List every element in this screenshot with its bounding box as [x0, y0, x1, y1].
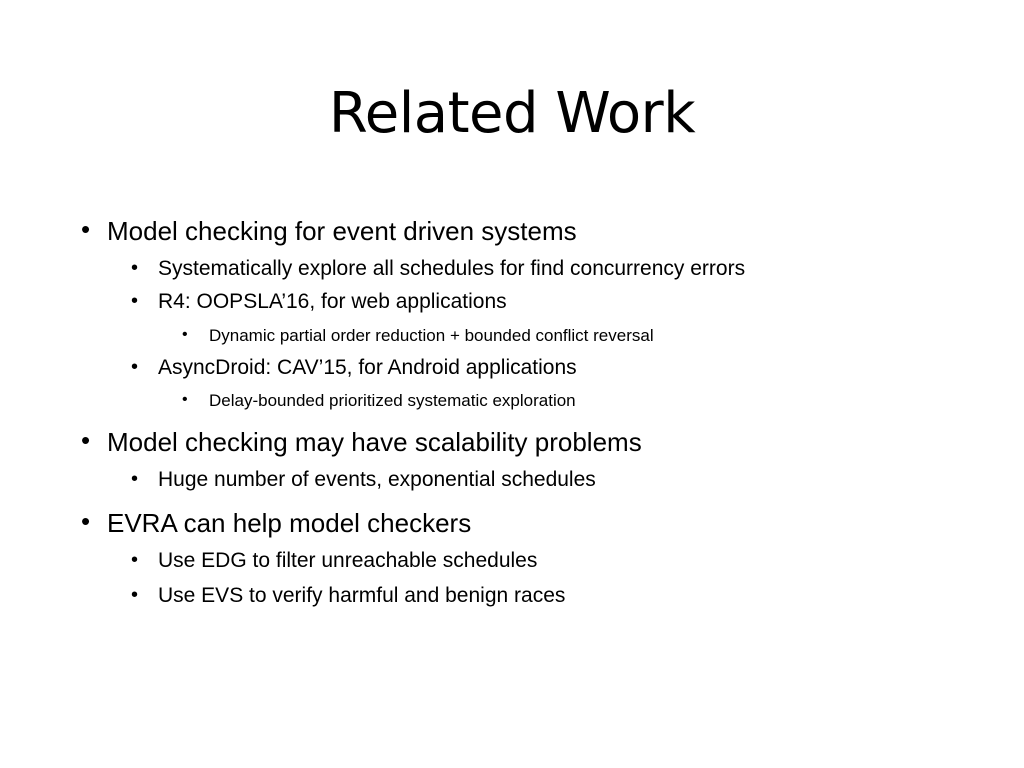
bullet-text: EVRA can help model checkers	[107, 508, 472, 538]
bullet-text: Model checking for event driven systems	[107, 216, 577, 246]
bullet-icon: •	[81, 506, 91, 536]
bullet-text: Delay-bounded prioritized systematic exploration	[209, 391, 576, 410]
bullet-level2	[131, 256, 746, 282]
bullet-icon: •	[81, 425, 91, 455]
bullet-icon: •	[131, 468, 139, 490]
bullet-text: Use EVS to verify harmful and benign races	[158, 584, 566, 607]
bullet-level2	[131, 548, 538, 574]
bullet-level2	[131, 289, 507, 315]
bullet-level2	[131, 583, 566, 609]
slide-title: Related Work	[328, 81, 696, 146]
bullet-text: Model checking may have scalability problems	[107, 427, 642, 457]
bullet-level1	[81, 506, 472, 538]
bullet-level3	[182, 390, 576, 412]
bullet-icon: •	[182, 326, 188, 343]
bullet-level3	[182, 325, 654, 347]
bullet-icon: •	[182, 391, 188, 408]
bullet-icon: •	[131, 356, 139, 378]
bullet-icon: •	[81, 214, 91, 244]
bullet-text: Use EDG to filter unreachable schedules	[158, 549, 538, 572]
bullet-icon: •	[131, 549, 139, 571]
bullet-level1	[81, 214, 577, 246]
bullet-text: AsyncDroid: CAV’15, for Android applications	[158, 356, 577, 379]
bullet-text: Dynamic partial order reduction + bounded conflict reversal	[209, 326, 654, 345]
bullet-icon: •	[131, 257, 139, 279]
bullet-text: Huge number of events, exponential schedules	[158, 468, 596, 491]
bullet-text: Systematically explore all schedules for find concurrency errors	[158, 257, 746, 280]
bullet-level1	[81, 425, 642, 457]
bullet-text: R4: OOPSLA’16, for web applications	[158, 290, 507, 313]
bullet-level2	[131, 467, 596, 493]
bullet-icon: •	[131, 290, 139, 312]
bullet-icon: •	[131, 584, 139, 606]
bullet-level2	[131, 355, 577, 381]
